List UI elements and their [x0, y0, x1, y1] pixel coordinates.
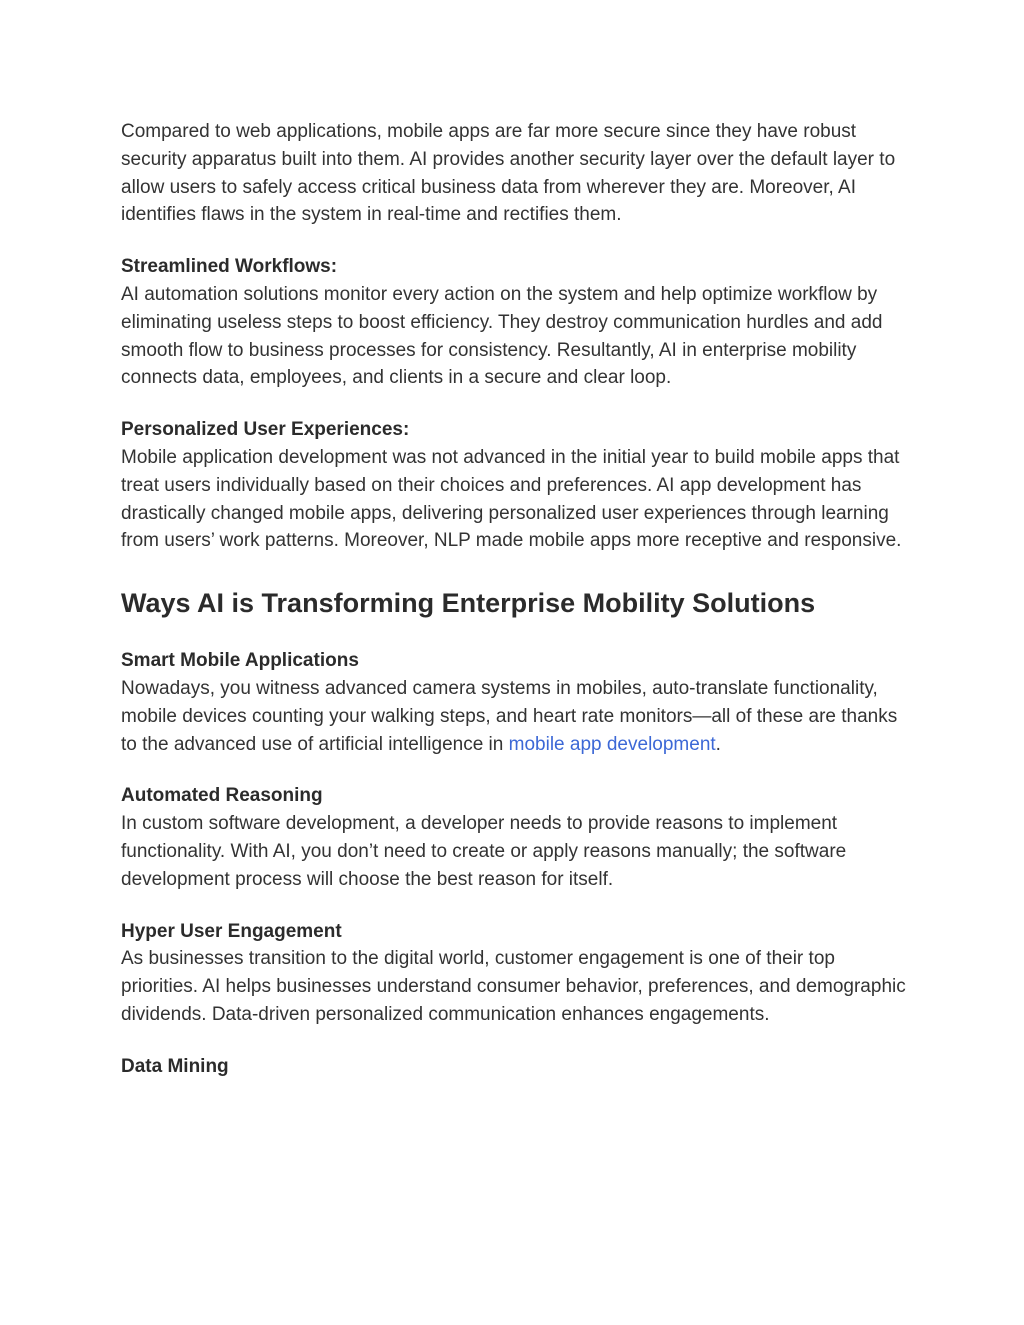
hyper-engagement-heading: Hyper User Engagement [121, 920, 342, 942]
personalized-experiences-paragraph: Mobile application development was not advanced in the initial year to build mobile apps that treat users individually based on their choices and preferences. AI app development has drastically changed mobile apps, delivering personalized user experiences through learning from users’ work patterns. Moreover, NLP made mobile apps more receptive and responsive. [121, 446, 902, 552]
intro-section [121, 118, 911, 229]
personalized-experiences-section [121, 416, 911, 555]
streamlined-workflows-paragraph: AI automation solutions monitor every action on the system and help optimize workflow by eliminating useless steps to boost efficiency. They destroy communication hurdles and add smooth flow to business processes for consistency. Resultantly, AI in enterprise mobility connects data, employees, and clients in a secure and clear loop. [121, 283, 883, 389]
automated-reasoning-heading: Automated Reasoning [121, 785, 323, 807]
hyper-engagement-section [121, 918, 911, 1029]
automated-reasoning-paragraph: In custom software development, a developer needs to provide reasons to implement functionality. With AI, you don’t need to create or apply reasons manually; the software development process will choose the best reason for itself. [121, 813, 847, 890]
data-mining-heading: Data Mining [121, 1055, 229, 1077]
smart-mobile-apps-section [121, 647, 911, 758]
streamlined-workflows-heading: Streamlined Workflows: [121, 256, 338, 278]
data-mining-section [121, 1053, 911, 1081]
intro-paragraph: Compared to web applications, mobile apps are far more secure since they have robust security apparatus built into them. AI provides another security layer over the default layer to allow users to safely access critical business data from wherever they are. Moreover, AI identifies flaws in the system in real-time and rectifies them. [121, 121, 896, 226]
smart-mobile-apps-text: Nowadays, you witness advanced camera systems in mobiles, auto-translate functionality, mobile devices counting your walking steps, and heart rate monitors—all of these are thanks to the advanced use of artificial intelligence in [121, 677, 898, 755]
smart-mobile-apps-period: . [715, 733, 721, 755]
personalized-experiences-heading: Personalized User Experiences: [121, 419, 410, 441]
document-page [121, 118, 911, 1081]
hyper-engagement-paragraph: As businesses transition to the digital world, customer engagement is one of their top priorities. AI helps businesses understand consumer behavior, preferences, and demographic dividends. Data-driven personalized communication enhances engagements. [121, 948, 906, 1025]
ways-ai-section-title: Ways AI is Transforming Enterprise Mobility Solutions [121, 588, 816, 619]
smart-mobile-apps-paragraph [121, 675, 911, 758]
smart-mobile-apps-heading: Smart Mobile Applications [121, 650, 359, 672]
automated-reasoning-section [121, 782, 911, 893]
mobile-app-development-link[interactable]: mobile app development [508, 733, 716, 755]
streamlined-workflows-section [121, 253, 911, 392]
